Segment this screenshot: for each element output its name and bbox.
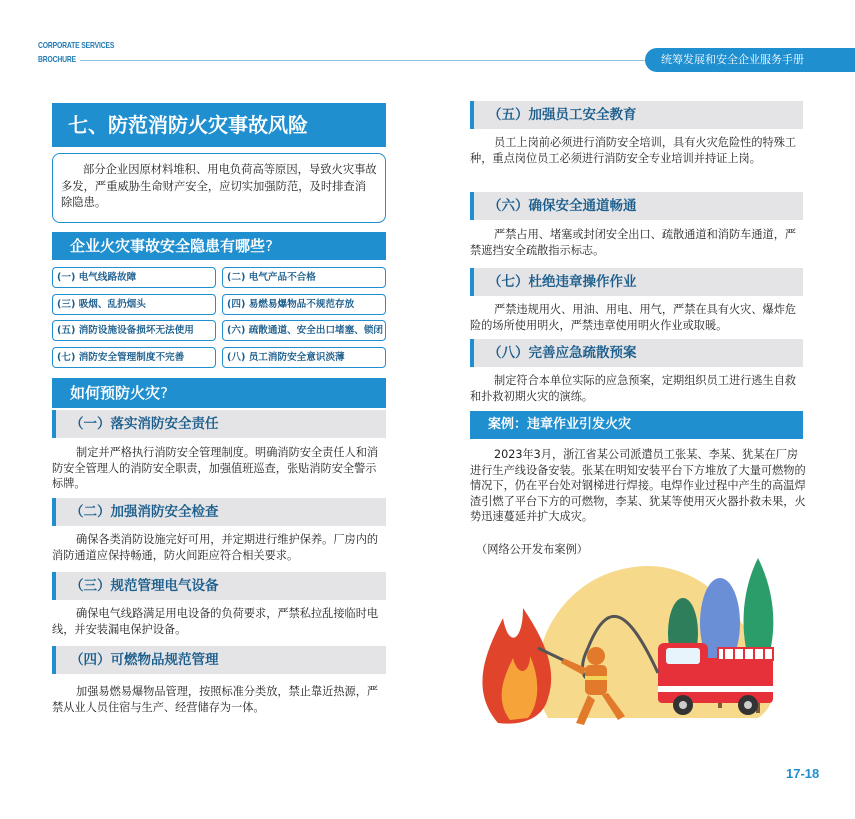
hazard-item: (四) 易燃易爆物品不规范存放	[222, 294, 386, 315]
header-divider	[80, 60, 660, 61]
measure-8-title: （八）完善应急疏散预案	[470, 339, 803, 367]
page-number: 17-18	[786, 766, 820, 781]
intro-box: 部分企业因原材料堆积、用电负荷高等原因，导致火灾事故多发，严重威胁生命财产安全，应切实加强防范，及时排查消除隐患。	[52, 153, 386, 223]
firefighter-illustration	[468, 548, 798, 738]
measure-2-title: （二）加强消防安全检查	[52, 498, 386, 526]
hazards-heading-text: 企业火灾事故安全隐患有哪些	[70, 237, 266, 255]
measure-1-title: （一）落实消防安全责任	[52, 410, 386, 438]
case-source: （网络公开发布案例）	[476, 543, 588, 556]
hazard-item: (七) 消防安全管理制度不完善	[52, 347, 216, 368]
hazard-item: (八) 员工消防安全意识淡薄	[222, 347, 386, 368]
measure-7-text: 严禁违规用火、用油、用电、用气，严禁在具有火灾、爆炸危险的场所使用明火，严禁违章使用明火作业或取暖。	[470, 303, 797, 332]
brand-line2: BROCHURE	[38, 54, 77, 64]
measure-4-title: （四）可燃物品规范管理	[52, 646, 386, 674]
measure-1-text: 制定并严格执行消防安全管理制度。明确消防安全责任人和消防安全管理人的消防安全职责，加强值班巡查，张贴消防安全警示标牌。	[52, 446, 379, 490]
prevention-heading-text: 如何预防火灾	[70, 384, 161, 402]
hazard-item: (一) 电气线路故障	[52, 267, 216, 288]
hazard-item: (六) 疏散通道、安全出口堵塞、锁闭	[222, 320, 386, 341]
measure-3-title: （三）规范管理电气设备	[52, 572, 386, 600]
prevention-heading-qmark: ?	[160, 384, 168, 402]
case-title: 案例：违章作业引发火灾	[470, 411, 803, 439]
hazard-item: (五) 消防设施设备损坏无法使用	[52, 320, 216, 341]
section-title: 七、防范消防火灾事故风险	[52, 103, 386, 147]
measure-2-text: 确保各类消防设施完好可用，并定期进行维护保养。厂房内的消防通道应保持畅通，防火间距应符合相关要求。	[52, 533, 379, 562]
prevention-heading	[52, 378, 386, 408]
measure-4-text: 加强易燃易爆物品管理，按照标准分类放，禁止靠近热源，严禁从业人员住宿与生产、经营储存为一体。	[52, 685, 379, 714]
measure-6-title: （六）确保安全通道畅通	[470, 192, 803, 220]
brand-line1: CORPORATE SERVICES	[38, 40, 115, 50]
hazards-heading-qmark: ?	[265, 237, 273, 255]
measure-7-title: （七）杜绝违章操作作业	[470, 268, 803, 296]
measure-8-text: 制定符合本单位实际的应急预案，定期组织员工进行逃生自救和扑救初期火灾的演练。	[470, 374, 797, 403]
measure-3-text: 确保电气线路满足用电设备的负荷要求，严禁私拉乱接临时电线，并安装漏电保护设备。	[52, 607, 379, 636]
measure-5-text: 员工上岗前必须进行消防安全培训，具有火灾危险性的特殊工种，重点岗位员工必须进行消防安全专业培训并持证上岗。	[470, 136, 797, 165]
measure-6-text: 严禁占用、堵塞或封闭安全出口、疏散通道和消防车通道，严禁遮挡安全疏散指示标志。	[470, 228, 797, 257]
handbook-title: 统筹发展和安全企业服务手册	[645, 48, 855, 72]
case-text: 2023年3月，浙江省某公司派遣员工张某、李某、犹某在厂房进行生产线设备安装。张某在明知安装平台下方堆放了大量可燃物的情况下，仍在平台处对钢梯进行焊接。电焊作业过程中产生的高温焊渣引燃了平台下方的可燃物，李某、犹某等使用灭火器扑救未果，火势迅速蔓延并扩大成灾。	[470, 448, 806, 523]
flame-icon	[482, 608, 551, 724]
brand-mark	[38, 38, 114, 66]
hazard-item: (三) 吸烟、乱扔烟头	[52, 294, 216, 315]
hazards-heading	[52, 232, 386, 260]
hazard-item: (二) 电气产品不合格	[222, 267, 386, 288]
measure-5-title: （五）加强员工安全教育	[470, 101, 803, 129]
